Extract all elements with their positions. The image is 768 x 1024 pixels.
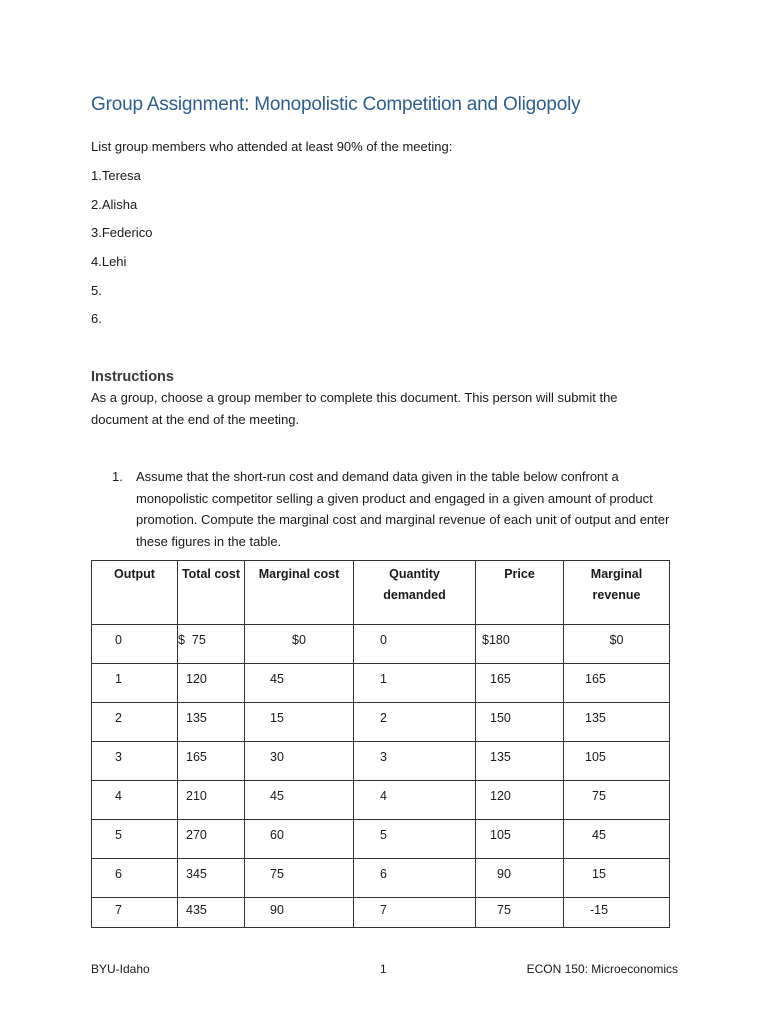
cell-quantity-demanded: 6 [354,859,476,898]
members-list [91,168,152,340]
members-prompt: List group members who attended at least 90% of the meeting: [91,139,453,154]
table-row [92,781,670,820]
question-number: 1. [112,469,123,484]
document-title: Group Assignment: Monopolistic Competition and Oligopoly [91,94,581,115]
cell-total-cost: 165 [178,742,245,781]
cell-price: 90 [476,859,564,898]
cell-marginal-cost: 45 [245,781,354,820]
cell-quantity-demanded: 4 [354,781,476,820]
cell-quantity-demanded: 5 [354,820,476,859]
table-row [92,703,670,742]
table-row [92,742,670,781]
cell-marginal-cost: 75 [245,859,354,898]
member-item: 1.Teresa [91,168,141,183]
cell-quantity-demanded: 1 [354,664,476,703]
cell-marginal-revenue: 135 [564,703,670,742]
cell-marginal-cost: $0 [245,625,354,664]
question-text: Assume that the short-run cost and demand data given in the table below confront a monopolistic competitor selling a given product and engaged in a given amount of product promotion. Compute the marginal cost and marginal revenue of each unit of output and enter these figures in the table. [136,469,670,549]
cell-marginal-revenue: 15 [564,859,670,898]
footer-course: ECON 150: Microeconomics [526,962,678,976]
table-row [92,820,670,859]
cell-marginal-revenue: -15 [564,898,670,928]
cell-marginal-revenue: 45 [564,820,670,859]
cell-output: 6 [92,859,178,898]
cell-price: 120 [476,781,564,820]
member-item: 6. [91,311,102,327]
cell-price: 75 [476,898,564,928]
member-item: 5. [91,282,102,298]
instructions-text: As a group, choose a group member to complete this document. This person will submit the document at the end of the meeting. [91,390,618,427]
table-row [92,898,670,928]
table-header-row [92,561,670,625]
cell-total-cost: 270 [178,820,245,859]
header-quantity-demanded: Quantity demanded [354,561,476,625]
cell-output: 1 [92,664,178,703]
cell-total-cost: 345 [178,859,245,898]
member-item: 3.Federico [91,225,153,241]
header-total-cost: Total cost [178,561,245,625]
cell-total-cost: $ 75 [178,625,245,664]
cell-output: 0 [92,625,178,664]
footer-page-number: 1 [380,962,387,976]
cell-quantity-demanded: 0 [354,625,476,664]
header-marginal-revenue: Marginal revenue [564,561,670,625]
member-item: 2.Alisha [91,196,138,212]
cell-marginal-revenue: 105 [564,742,670,781]
cell-total-cost: 435 [178,898,245,928]
cell-total-cost: 135 [178,703,245,742]
cell-marginal-cost: 45 [245,664,354,703]
cell-marginal-cost: 90 [245,898,354,928]
cell-price: $180 [476,625,564,664]
cell-price: 135 [476,742,564,781]
cell-total-cost: 210 [178,781,245,820]
cell-marginal-revenue: 165 [564,664,670,703]
cell-output: 5 [92,820,178,859]
cell-quantity-demanded: 3 [354,742,476,781]
table-row [92,664,670,703]
cell-output: 7 [92,898,178,928]
table-row [92,625,670,664]
cell-marginal-cost: 60 [245,820,354,859]
footer-institution: BYU-Idaho [91,962,150,976]
cost-demand-table [91,560,670,928]
cell-output: 4 [92,781,178,820]
table-row [92,859,670,898]
cell-marginal-cost: 15 [245,703,354,742]
cell-quantity-demanded: 7 [354,898,476,928]
cell-price: 150 [476,703,564,742]
cell-quantity-demanded: 2 [354,703,476,742]
cell-total-cost: 120 [178,664,245,703]
cell-output: 2 [92,703,178,742]
cell-output: 3 [92,742,178,781]
cell-price: 105 [476,820,564,859]
cell-marginal-revenue: 75 [564,781,670,820]
cell-price: 165 [476,664,564,703]
header-output: Output [92,561,178,625]
header-price: Price [476,561,564,625]
header-marginal-cost: Marginal cost [245,561,354,625]
cell-marginal-revenue: $0 [564,625,670,664]
cell-marginal-cost: 30 [245,742,354,781]
instructions-heading: Instructions [91,369,174,385]
member-item: 4.Lehi [91,254,127,270]
